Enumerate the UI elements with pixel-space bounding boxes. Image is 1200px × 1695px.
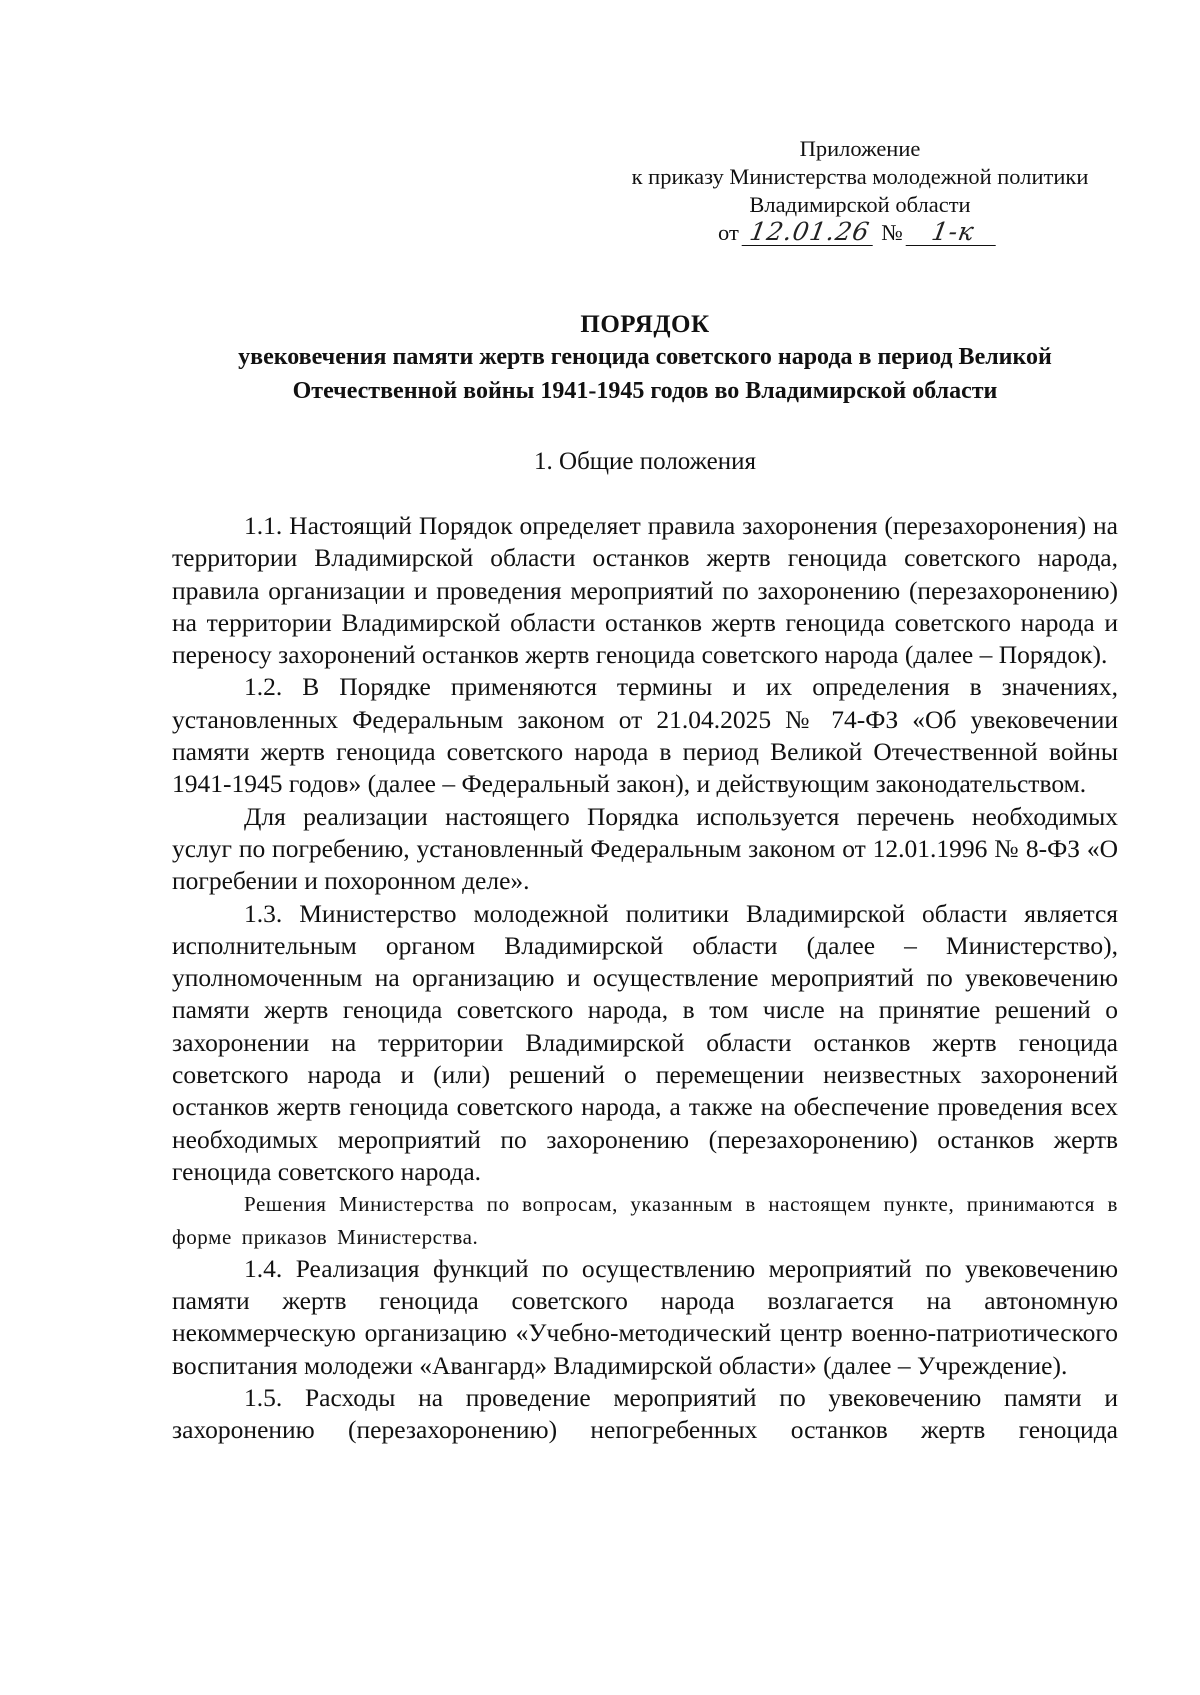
paragraph-1-3: 1.3. Министерство молодежной политики Владимирской области является исполнительным органом Владимирской области (далее – Министерство), уполномоченным на организацию и осуществление мероприятий по увековечению памяти жертв геноцида советского народа, в том числе на принятие решений о захоронении на территории Владимирской области останков жертв геноцида советского народа и (или) решений о перемещении неизвестных захоронений останков жертв геноцида советского народа, а также на обеспечение проведения всех необходимых мероприятий по захоронению (перезахоронению) останков жертв геноцида советского народа. [172,898,1118,1186]
document-subtitle-line-1: увековечения памяти жертв геноцида советского народа в период Великой [238,344,1052,370]
paragraph-1-3-continued: Решения Министерства по вопросам, указанным в настоящем пункте, принимаются в форме приказов Министерства. [172,1192,1118,1249]
annex-date-number-line [718,219,1120,247]
annex-region: Владимирской области [749,192,971,217]
annex-title: Приложение [799,136,921,161]
annex-number-label: № [881,220,903,245]
document-title: ПОРЯДОК [580,311,710,338]
annex-handwritten-date: 12.01.26 [742,219,878,246]
paragraph-1-4: 1.4. Реализация функций по осуществлению мероприятий по увековечению памяти жертв геноцида советского народа возлагается на автономную некоммерческую организацию «Учебно-методический центр военно-патриотического воспитания молодежи «Авангард» Владимирской области» (далее – Учреждение). [172,1253,1118,1380]
document-title-block [170,310,1120,408]
section-heading: 1. Общие положения [534,448,756,475]
annex-from-label: от [718,220,739,245]
annex-block [600,135,1120,247]
document-subtitle-line-2: Отечественной войны 1941-1945 годов во Владимирской области [292,378,998,404]
paragraph-1-2-continued: Для реализации настоящего Порядка используется перечень необходимых услуг по погребению, установленный Федеральным законом от 12.01.1996 № 8-ФЗ «О погребении и похоронном деле». [172,801,1118,896]
paragraph-1-1: 1.1. Настоящий Порядок определяет правила захоронения (перезахоронения) на территории Владимирской области останков жертв геноцида советского народа, правила организации и проведения мероприятий по захоронению (перезахоронению) на территории Владимирской области останков жертв геноцида советского народа и переносу захоронений останков жертв геноцида советского народа (далее – Порядок). [172,511,1118,670]
document-body [172,510,1118,1447]
paragraph-1-5: 1.5. Расходы на проведение мероприятий по увековечению памяти и захоронению (перезахоронению) непогребенных останков жертв геноцида [172,1383,1118,1445]
paragraph-1-2: 1.2. В Порядке применяются термины и их определения в значениях, установленных Федеральным законом от 21.04.2025 № 74-ФЗ «Об увековечении памяти жертв геноцида советского народа в период Великой Отечественной войны 1941-1945 годов» (далее – Федеральный закон), и действующим законодательством. [172,672,1118,799]
annex-order-reference: к приказу Министерства молодежной политики [631,164,1089,189]
annex-handwritten-number: 1-к [906,219,1001,246]
